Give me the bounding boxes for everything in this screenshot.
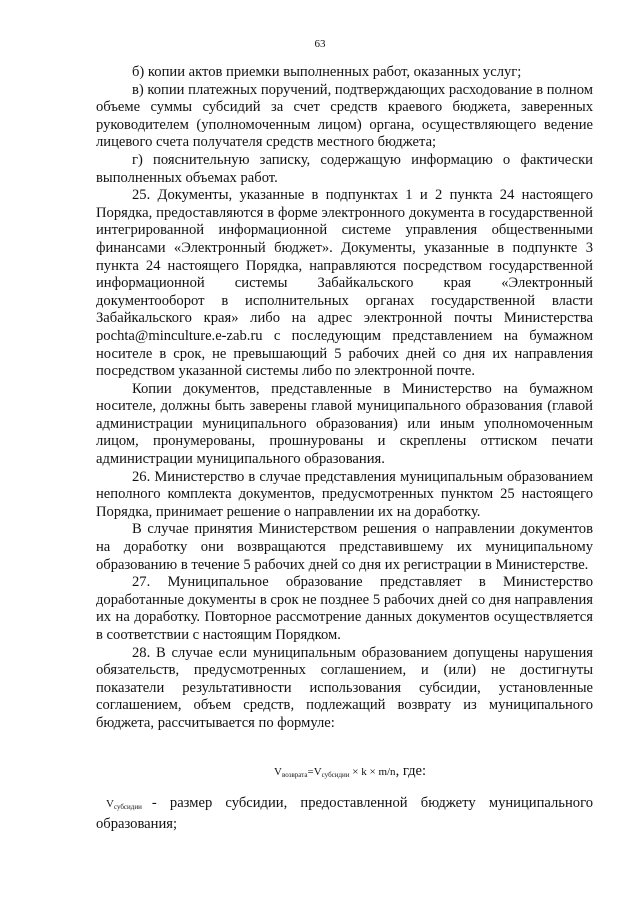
paragraph-item-g: г) пояснительную записку, содержащую информацию о фактически выполненных объемах работ. [96,151,593,186]
paragraph-point-26: 26. Министерство в случае представления муниципальным образованием неполного комплекта документов, предусмотренных пунктом 25 настоящего Порядка, принимает решение о направлении их на доработку. [96,468,593,520]
definition-var-sub: субсидии [113,802,142,811]
paragraph-item-v: в) копии платежных поручений, подтверждающих расходование в полном объеме суммы субсидий за счет средств краевого бюджета, заверенных руководителем (уполномоченным лицом) органа, осуществляющего ведение лицевого счета получателя средств местного бюджета; [96,81,593,151]
paragraph-point-28: 28. В случае если муниципальным образованием допущены нарушения обязательств, предусмотренных соглашением, и (или) не достигнуты показатели результативности использования субсидии, установленные соглашением, объем средств, подлежащий возврату из муниципального бюджета, рассчитывается по формуле: [96,644,593,731]
definition-v-subsidy [96,795,593,834]
formula-equals: = [307,765,314,778]
definition-variable [96,798,142,810]
definition-text: - размер субсидии, предоставленной бюджету муниципального образования; [96,794,593,833]
formula-lhs-base: V [274,765,282,778]
formula-rhs-rest: × k × m/n [349,765,396,778]
definition-var-base: V [106,797,114,810]
paragraph-point-27: 27. Муниципальное образование представляет в Министерство доработанные документы в срок не позднее 5 рабочих дней со дня направления их на доработку. Повторное рассмотрение данных документов осуществляется в соответствии с настоящим Порядком. [96,574,593,643]
paragraph-point-25: 25. Документы, указанные в подпунктах 1 и 2 пункта 24 настоящего Порядка, предоставляются в форме электронного документа в государственной интегрированной информационной системе управления общественными финансами «Электронный бюджет». Документы, указанные в подпункте 3 пункта 24 настоящего Порядка, направляются посредством государственной информационной системы Забайкальского края «Электронный документооборот в исполнительных органах государственной власти Забайкальского края» либо на адрес электронной почты Министерства pochta@minculture.e-zab.ru с последующим представлением на бумажном носителе в срок, не превышающий 5 рабочих дней со дня их направления посредством указанной системы либо по электронной почте. [96,187,593,380]
document-body [96,64,593,834]
page-number: 63 [314,38,326,50]
formula-rhs-base: V [313,765,322,778]
paragraph-copies: Копии документов, представленные в Министерство на бумажном носителе, должны быть заверены главой муниципального образования (главой администрации муниципального образования) или иным уполномоченным лицом, пронумерованы, прошнурованы и скреплены оттиском печати администрации муниципального образования. [96,380,593,468]
refund-formula [96,763,593,783]
formula-tail: , где: [395,762,427,779]
formula-rhs-sub: субсидии [321,770,350,779]
formula-lhs-sub: возврата [281,770,308,779]
paragraph-item-b: б) копии актов приемки выполненных работ, оказанных услуг; [132,64,522,80]
paragraph-return: В случае принятия Министерством решения о направлении документов на доработку они возвращаются представившему их муниципальному образованию в течение 5 рабочих дней со дня их регистрации в Министерстве. [96,521,593,573]
